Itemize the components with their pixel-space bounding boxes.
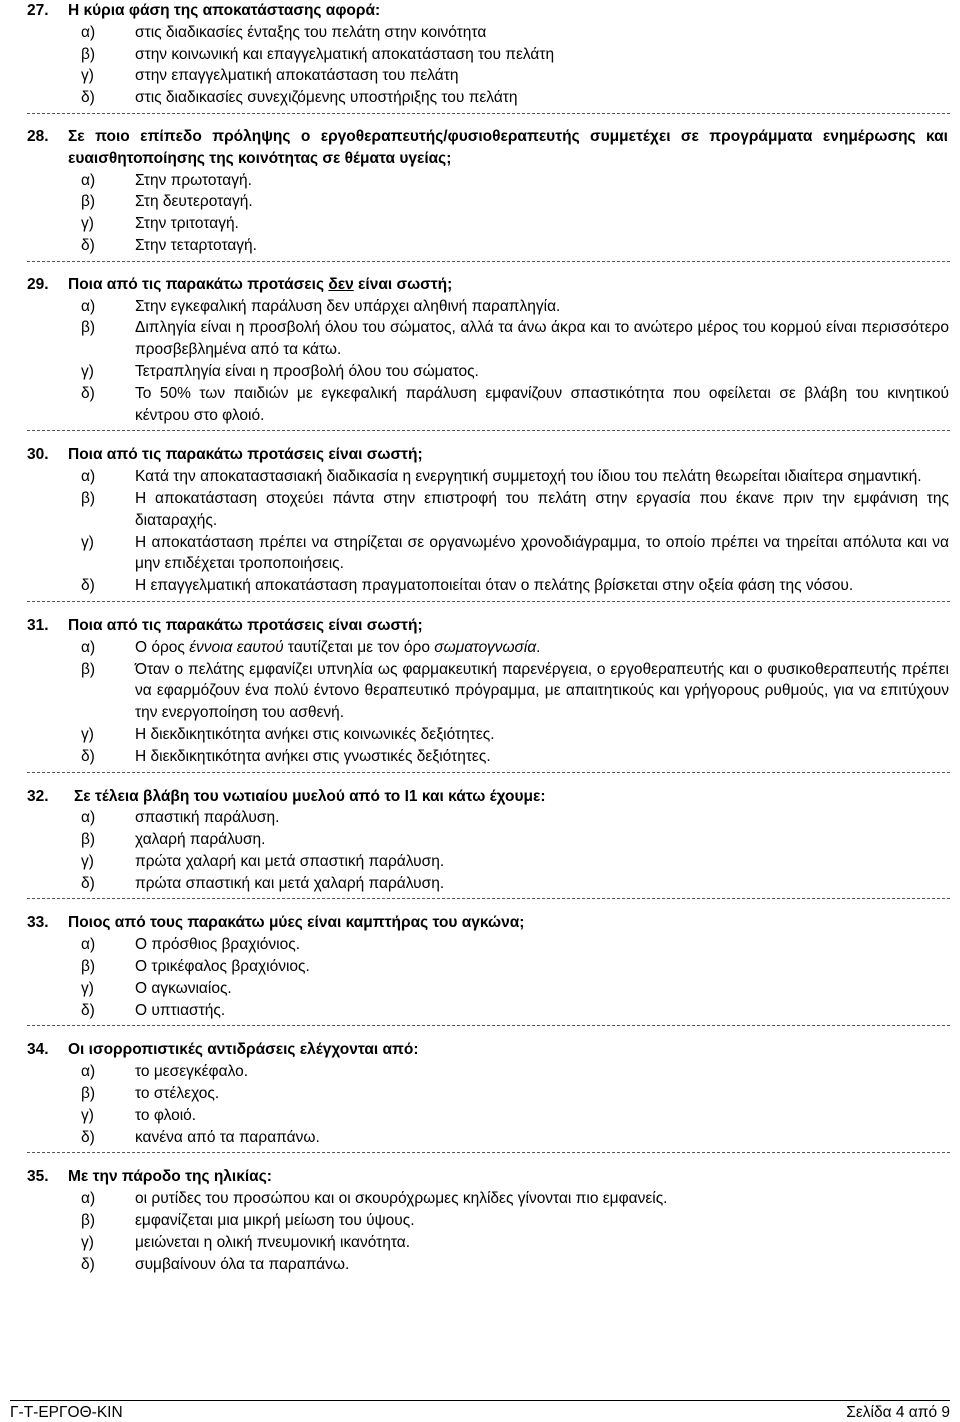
- option-label: γ): [81, 533, 94, 551]
- question-heading: [0, 0, 960, 22]
- question-33: [0, 899, 960, 1026]
- option-label: δ): [81, 577, 95, 595]
- option-c: [0, 978, 960, 1000]
- option-label: γ): [81, 215, 94, 233]
- question-heading: [0, 615, 960, 637]
- option-label: α): [81, 638, 96, 656]
- option-text: κανένα από τα παραπάνω.: [135, 1128, 320, 1146]
- question-text-start: Ποια από τις παρακάτω προτάσεις: [68, 275, 329, 293]
- option-d: [0, 87, 960, 109]
- option-text: στις διαδικασίες ένταξης του πελάτη στην κοινότητα: [135, 23, 487, 41]
- question-32: [0, 773, 960, 900]
- option-b: [0, 829, 960, 851]
- question-number: 35.: [27, 1168, 49, 1186]
- question-number: 31.: [27, 616, 49, 634]
- option-label: δ): [81, 1001, 95, 1019]
- option-label: β): [81, 319, 96, 337]
- option-d: [0, 873, 960, 895]
- option-b: [0, 488, 960, 532]
- question-text: Η κύρια φάση της αποκατάστασης αφορά:: [68, 2, 381, 19]
- option-label: γ): [81, 362, 94, 380]
- question-text: Ποια από τις παρακάτω προτάσεις είναι σωστή;: [68, 616, 423, 634]
- option-c: [0, 724, 960, 746]
- term-body-schema: σωματογνωσία: [434, 638, 537, 656]
- option-text: Ο αγκωνιαίος.: [135, 979, 232, 997]
- option-label: β): [81, 489, 96, 507]
- option-c: [0, 851, 960, 873]
- option-text: Ο πρόσθιος βραχιόνιος.: [135, 936, 301, 954]
- question-30: [0, 431, 960, 602]
- option-label: γ): [81, 852, 94, 870]
- option-text-end: .: [536, 638, 541, 656]
- option-text: το στέλεχος.: [135, 1085, 220, 1103]
- question-28: [0, 114, 960, 262]
- option-d: [0, 1127, 960, 1149]
- option-label: β): [81, 958, 96, 976]
- option-label: β): [81, 660, 96, 678]
- question-number: 34.: [27, 1041, 49, 1059]
- option-text: μειώνεται η ολική πνευμονική ικανότητα.: [135, 1233, 411, 1251]
- option-b: [0, 659, 960, 724]
- option-a: [0, 637, 960, 659]
- option-c: [0, 1232, 960, 1254]
- negation-underlined: δεν: [328, 275, 354, 293]
- option-text: στην επαγγελματική αποκατάσταση του πελάτη: [135, 67, 459, 85]
- option-b: [0, 44, 960, 66]
- option-a: [0, 296, 960, 318]
- option-a: [0, 1061, 960, 1083]
- question-number: 30.: [27, 446, 49, 464]
- option-d: [0, 1254, 960, 1276]
- option-b: [0, 956, 960, 978]
- option-text: [135, 637, 949, 659]
- option-text: πρώτα χαλαρή και μετά σπαστική παράλυση.: [135, 852, 445, 870]
- option-text: Στη δευτεροταγή.: [135, 193, 253, 211]
- option-label: α): [81, 23, 96, 41]
- option-text-middle: ταυτίζεται με τον όρο: [283, 638, 435, 656]
- question-heading: [0, 274, 960, 296]
- question-heading: [0, 912, 960, 934]
- option-label: α): [81, 936, 96, 954]
- option-a: [0, 934, 960, 956]
- option-text: Στην εγκεφαλική παράλυση δεν υπάρχει αληθινή παραπληγία.: [135, 297, 561, 315]
- option-b: [0, 1083, 960, 1105]
- option-text: Στην τριτοταγή.: [135, 215, 239, 233]
- option-label: δ): [81, 384, 95, 402]
- option-label: α): [81, 171, 96, 189]
- option-label: α): [81, 1063, 96, 1081]
- option-a: [0, 22, 960, 44]
- question-text: Ποια από τις παρακάτω προτάσεις είναι σωστή;: [68, 446, 423, 464]
- option-d: [0, 746, 960, 768]
- option-label: δ): [81, 874, 95, 892]
- option-text: Το 50% των παιδιών με εγκεφαλική παράλυση εμφανίζουν σπαστικότητα που οφείλεται σε βλάβη του κινητικού κέντρου στο φλοιό.: [135, 384, 949, 424]
- option-label: β): [81, 1085, 96, 1103]
- option-c: [0, 65, 960, 87]
- option-text: Ο τρικέφαλος βραχιόνιος.: [135, 958, 310, 976]
- option-text: το μεσεγκέφαλο.: [135, 1063, 249, 1081]
- option-label: δ): [81, 1128, 95, 1146]
- option-label: γ): [81, 979, 94, 997]
- page-footer: [10, 1400, 950, 1421]
- option-text: Η διεκδικητικότητα ανήκει στις γνωστικές δεξιότητες.: [135, 747, 491, 765]
- question-text: Με την πάροδο της ηλικίας:: [68, 1168, 272, 1186]
- question-number: 27.: [27, 2, 49, 19]
- question-27: [0, 0, 960, 114]
- option-c: [0, 1105, 960, 1127]
- option-label: δ): [81, 236, 95, 254]
- option-text-start: Ο όρος: [135, 638, 190, 656]
- question-heading: [0, 786, 960, 808]
- option-text: σπαστική παράλυση.: [135, 809, 280, 827]
- option-text: Η αποκατάσταση πρέπει να στηρίζεται σε οργανωμένο χρονοδιάγραμμα, το οποίο πρέπει να τηρείται απόλυτα και να μην επιδέχεται τροποποιήσεις.: [135, 533, 949, 573]
- option-label: γ): [81, 1106, 94, 1124]
- question-text: Σε τέλεια βλάβη του νωτιαίου μυελού από το Ι1 και κάτω έχουμε:: [74, 787, 546, 805]
- question-number: 33.: [27, 914, 49, 932]
- option-text: Η διεκδικητικότητα ανήκει στις κοινωνικές δεξιότητες.: [135, 725, 495, 743]
- option-b: [0, 1210, 960, 1232]
- option-label: δ): [81, 89, 95, 107]
- option-a: [0, 466, 960, 488]
- option-c: [0, 213, 960, 235]
- option-text: Η αποκατάσταση στοχεύει πάντα στην επιστροφή του πελάτη στην εργασία που έκανε πριν την εμφάνιση της διαταραχής.: [135, 489, 949, 529]
- question-35: [0, 1153, 960, 1280]
- option-a: [0, 170, 960, 192]
- option-label: α): [81, 468, 96, 486]
- option-label: γ): [81, 1233, 94, 1251]
- option-text: Κατά την αποκαταστασιακή διαδικασία η ενεργητική συμμετοχή του ίδιου του πελάτη θεωρείται ιδιαίτερα σημαντική.: [135, 468, 922, 486]
- option-text: Στην πρωτοταγή.: [135, 171, 252, 189]
- option-text: Η επαγγελματική αποκατάσταση πραγματοποιείται όταν ο πελάτης βρίσκεται στην οξεία φάση της νόσου.: [135, 577, 854, 595]
- option-label: γ): [81, 67, 94, 85]
- question-34: [0, 1026, 960, 1153]
- option-text: Τετραπληγία είναι η προσβολή όλου του σώματος.: [135, 362, 479, 380]
- question-text: Οι ισορροπιστικές αντιδράσεις ελέγχονται από:: [68, 1041, 419, 1059]
- option-d: [0, 575, 960, 597]
- question-heading: [0, 126, 960, 170]
- question-29: [0, 262, 960, 432]
- option-a: [0, 1188, 960, 1210]
- option-b: [0, 317, 960, 361]
- option-text: εμφανίζεται μια μικρή μείωση του ύψους.: [135, 1212, 415, 1230]
- question-heading: [0, 444, 960, 466]
- question-text: [68, 274, 948, 296]
- option-text: Στην τεταρτοταγή.: [135, 236, 257, 254]
- option-d: [0, 235, 960, 257]
- option-text: χαλαρή παράλυση.: [135, 831, 266, 849]
- question-number: 28.: [27, 127, 49, 145]
- option-label: α): [81, 1190, 96, 1208]
- question-number: 32.: [27, 787, 49, 805]
- option-label: β): [81, 831, 96, 849]
- option-label: α): [81, 297, 96, 315]
- question-31: [0, 602, 960, 773]
- option-label: β): [81, 45, 96, 63]
- option-text: συμβαίνουν όλα τα παραπάνω.: [135, 1255, 350, 1273]
- option-label: γ): [81, 725, 94, 743]
- option-label: δ): [81, 747, 95, 765]
- option-text: Διπληγία είναι η προσβολή όλου του σώματος, αλλά τα άνω άκρα και το ανώτερο μέρος του κορμού είναι περισσότερο προσβεβλημένα από τα κάτω.: [135, 319, 949, 359]
- option-d: [0, 1000, 960, 1022]
- option-label: δ): [81, 1255, 95, 1273]
- option-b: [0, 191, 960, 213]
- option-text: στις διαδικασίες συνεχιζόμενης υποστήριξης του πελάτη: [135, 89, 518, 107]
- option-text: Όταν ο πελάτης εμφανίζει υπνηλία ως φαρμακευτική παρενέργεια, ο εργοθεραπευτής και ο φυσικοθεραπευτής πρέπει να εφαρμόζουν ένα πολύ έντονο θεραπευτικό πρόγραμμα, με απαιτητικούς και γρήγορους ρυθμούς, για να επιτύχουν την ενεργοποίηση του ασθενή.: [135, 660, 949, 722]
- question-heading: [0, 1039, 960, 1061]
- option-label: β): [81, 193, 96, 211]
- footer-code: Γ-Τ-ΕΡΓΟΘ-ΚΙΝ: [10, 1404, 123, 1421]
- question-text: Ποιος από τους παρακάτω μύες είναι καμπτήρας του αγκώνα;: [68, 914, 525, 932]
- option-label: α): [81, 809, 96, 827]
- option-c: [0, 361, 960, 383]
- option-a: [0, 807, 960, 829]
- term-self-concept: έννοια εαυτού: [189, 638, 284, 656]
- option-text: οι ρυτίδες του προσώπου και οι σκουρόχρωμες κηλίδες γίνονται πιο εμφανείς.: [135, 1190, 668, 1208]
- question-text: Σε ποιο επίπεδο πρόληψης ο εργοθεραπευτής/φυσιοθεραπευτής συμμετέχει σε προγράμματα ενημέρωσης και ευαισθητοποίησης της κοινότητας σε θέματα υγείας;: [68, 127, 948, 167]
- footer-page-number: Σελίδα 4 από 9: [846, 1404, 950, 1421]
- option-text: Ο υπτιαστής.: [135, 1001, 226, 1019]
- option-text: το φλοιό.: [135, 1106, 197, 1124]
- question-text-end: είναι σωστή;: [353, 275, 453, 293]
- question-number: 29.: [27, 275, 49, 293]
- option-c: [0, 532, 960, 576]
- option-label: β): [81, 1212, 96, 1230]
- option-text: πρώτα σπαστική και μετά χαλαρή παράλυση.: [135, 874, 445, 892]
- question-heading: [0, 1166, 960, 1188]
- option-d: [0, 383, 960, 427]
- option-text: στην κοινωνική και επαγγελματική αποκατάσταση του πελάτη: [135, 45, 555, 63]
